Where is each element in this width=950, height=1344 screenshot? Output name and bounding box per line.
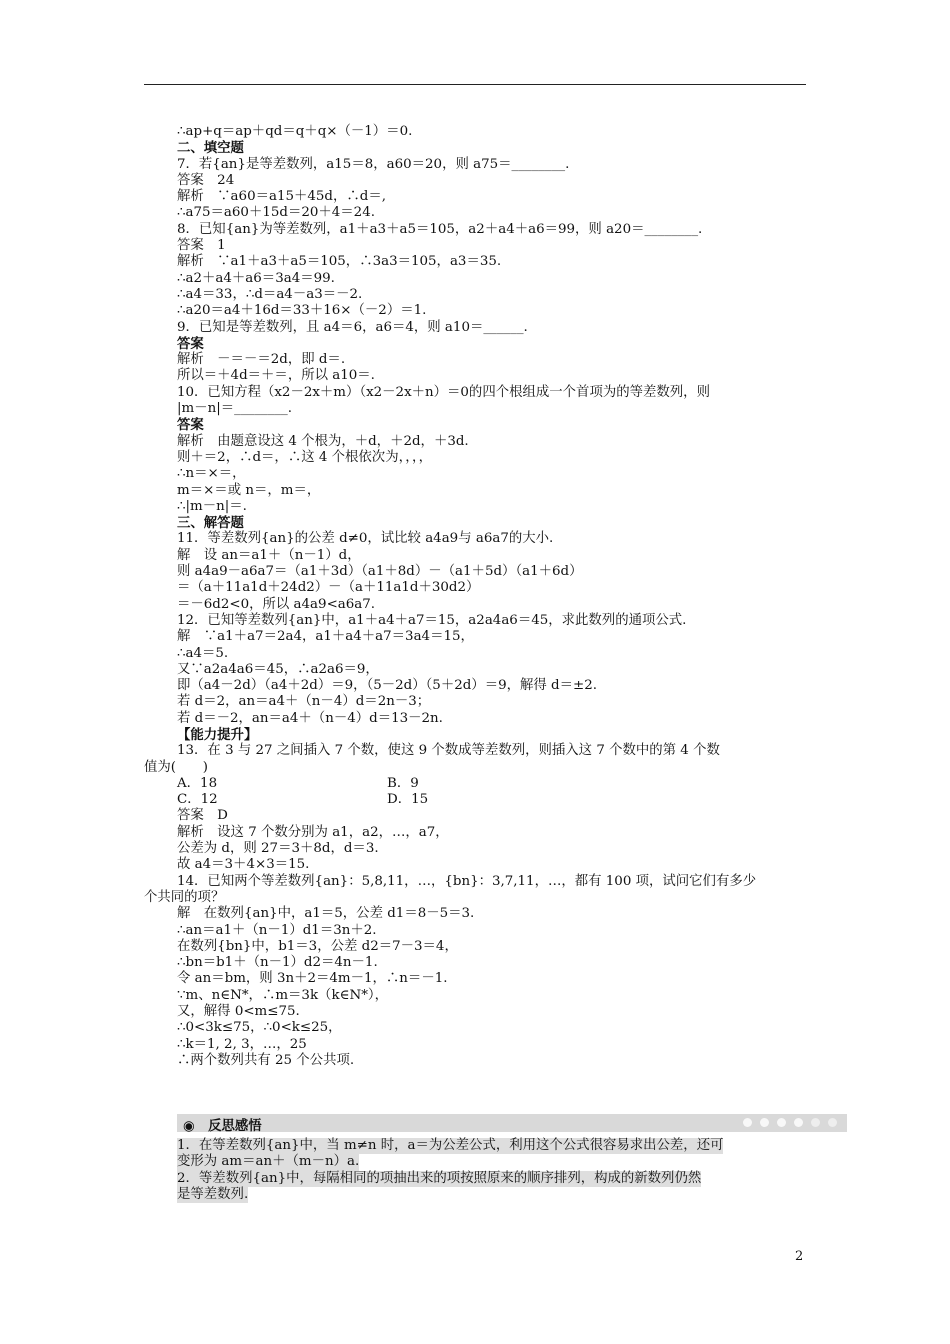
text-line: ∴0<3k≤75，∴0<k≤25， — [177, 1020, 342, 1036]
text-line: 又，解得 0<m≤75. — [177, 1004, 300, 1020]
text-line: 若 d＝2，an＝a4＋（n－4）d＝2n－3； — [177, 694, 431, 710]
decorative-dots — [743, 1118, 837, 1127]
text-line: ∴a2＋a4＋a6＝3a4＝99. — [177, 270, 335, 286]
text-line: ∴ap+q＝ap＋qd＝q＋q×（－1）＝0. — [177, 124, 413, 139]
reflection-title: ◉ 反思感悟 — [183, 1119, 262, 1134]
text-line: ∴k＝1, 2, 3，…，25 — [177, 1036, 307, 1052]
question-8: 8．已知{an}为等差数列，a1＋a3＋a5＝105，a2＋a4＋a6＝99，则 a20＝________. — [177, 221, 703, 237]
text-line: ∴|m－n|＝. — [177, 498, 247, 514]
dot-icon — [777, 1118, 786, 1127]
text-line: ∴bn＝b1＋（n－1）d2＝4n－1. — [177, 955, 378, 971]
section-heading: 三、解答题 — [177, 515, 244, 532]
dot-icon — [811, 1118, 820, 1127]
reflection-banner — [177, 1114, 847, 1132]
analysis-8: 解析 ∵a1＋a3＋a5＝105，∴3a3＝105，a3＝35. — [177, 254, 502, 270]
document-body — [144, 124, 807, 1069]
answer-9: 答案 — [177, 335, 204, 352]
text-line: ∴n＝×＝， — [177, 466, 246, 482]
text-line: 若 d＝－2，an＝a4＋（n－4）d＝13－2n. — [177, 710, 443, 726]
text-line: 则 a4a9－a6a7＝（a1＋3d）（a1＋8d）－（a1＋5d）（a1＋6d） — [177, 564, 583, 580]
text-line: 个共同的项？ — [144, 889, 225, 905]
option-a: A．18 — [177, 775, 218, 791]
section-heading: 二、填空题 — [177, 140, 244, 157]
option-c: C．12 — [177, 792, 218, 808]
analysis-10: 解析 由题意设这 4 个根为，＋d，＋2d，＋3d. — [177, 433, 469, 449]
header-rule — [144, 84, 806, 85]
dot-icon — [743, 1118, 752, 1127]
text-line: 在数列{bn}中，b1＝3，公差 d2＝7－3＝4， — [177, 938, 458, 954]
text-line: m＝×＝或 n＝，m＝， — [177, 482, 321, 498]
analysis-13: 解析 设这 7 个数分别为 a1，a2，…，a7， — [177, 824, 449, 840]
option-d: D．15 — [387, 792, 429, 808]
text-line: ∴a4＝33，∴d＝a4－a3＝－2. — [177, 286, 363, 302]
ability-heading: 【能力提升】 — [177, 726, 258, 743]
text-line: 则＋＝2，∴d＝，∴这 4 个根依次为，，，， — [177, 449, 433, 465]
text-line: ＝－6d2<0，所以 a4a9<a6a7. — [177, 596, 376, 612]
question-7: 7．若{an}是等差数列，a15＝8，a60＝20，则 a75＝________. — [177, 156, 570, 172]
text-line: ∴a75＝a60＋15d＝20＋4＝24. — [177, 205, 375, 221]
dot-icon — [794, 1118, 803, 1127]
text-line: 即（a4－2d）（a4＋2d）＝9，（5－2d）（5＋2d）＝9，解得 d＝±2. — [177, 678, 597, 694]
answer-10: 答案 — [177, 417, 204, 434]
reflection-line: 1．在等差数列{an}中，当 m≠n 时，a＝为公差公式，利用这个公式很容易求出公差，还可 — [177, 1138, 724, 1153]
text-line: ∴两个数列共有 25 个公共项. — [177, 1052, 355, 1068]
question-9: 9．已知是等差数列，且 a4＝6，a6＝4，则 a10＝______. — [177, 319, 528, 335]
answer-8: 答案 1 — [177, 238, 226, 254]
options-row — [177, 792, 807, 808]
analysis-7: 解析 ∵a60＝a15＋45d，∴d＝, — [177, 189, 386, 205]
question-13: 13．在 3 与 27 之间插入 7 个数，使这 9 个数成等差数列，则插入这 7 个数中的第 4 个数 — [177, 743, 720, 759]
text-line: 值为( ) — [144, 759, 209, 775]
answer-13: 答案 D — [177, 808, 228, 824]
page-number: 2 — [795, 1249, 804, 1264]
text-line: 又∵a2a4a6＝45，∴a2a6＝9， — [177, 661, 379, 677]
dot-icon — [828, 1118, 837, 1127]
text-line: 令 an＝bm，则 3n＋2＝4m－1，∴n＝－1. — [177, 971, 448, 987]
text-line: 公差为 d，则 27＝3＋8d，d＝3. — [177, 841, 379, 857]
text-line: ∵m、n∈N*，∴m＝3k（k∈N*）， — [177, 987, 388, 1003]
text-line: 故 a4＝3＋4×3＝15. — [177, 857, 310, 873]
reflection-body — [177, 1138, 807, 1203]
text-line: 所以＝＋4d＝＋＝，所以 a10＝. — [177, 368, 375, 384]
option-b: B．9 — [387, 775, 419, 791]
solution-14: 解 在数列{an}中，a1＝5，公差 d1＝8－5＝3. — [177, 906, 475, 922]
text-line: ∴a20＝a4＋16d＝33＋16×（－2）＝1. — [177, 303, 427, 319]
reflection-line: 变形为 am＝an＋（m－n）a. — [177, 1154, 360, 1170]
text-line: ＝（a＋11a1d＋24d2）－（a＋11a1d＋30d2） — [177, 580, 480, 596]
question-10: 10．已知方程（x2－2x＋m）（x2－2x＋n）＝0的四个根组成一个首项为的等差数列，则 — [177, 384, 710, 400]
reflection-line: 是等差数列. — [177, 1186, 249, 1202]
question-11: 11．等差数列{an}的公差 d≠0，试比较 a4a9与 a6a7的大小. — [177, 531, 554, 547]
answer-7: 答案 24 — [177, 172, 235, 188]
question-14: 14．已知两个等差数列{an}：5,8,11，…，{bn}：3,7,11，…，都有 100 项，试问它们有多少 — [177, 873, 757, 889]
reflection-line: 2．等差数列{an}中，每隔相同的项抽出来的项按照原来的顺序排列，构成的新数列仍然 — [177, 1170, 702, 1186]
text-line: |m－n|＝________. — [177, 401, 292, 417]
question-12: 12．已知等差数列{an}中，a1＋a4＋a7＝15，a2a4a6＝45，求此数列的通项公式. — [177, 612, 687, 628]
dot-icon — [760, 1118, 769, 1127]
solution-12: 解 ∵a1＋a7＝2a4，a1＋a4＋a7＝3a4＝15， — [177, 629, 474, 645]
text-line: ∴an＝a1＋（n－1）d1＝3n＋2. — [177, 922, 377, 938]
options-row — [177, 776, 807, 792]
solution-11: 解 设 an＝a1＋（n－1）d， — [177, 547, 361, 563]
text-line: ∴a4＝5. — [177, 645, 229, 661]
analysis-9: 解析 －＝－＝2d，即 d＝. — [177, 352, 346, 368]
